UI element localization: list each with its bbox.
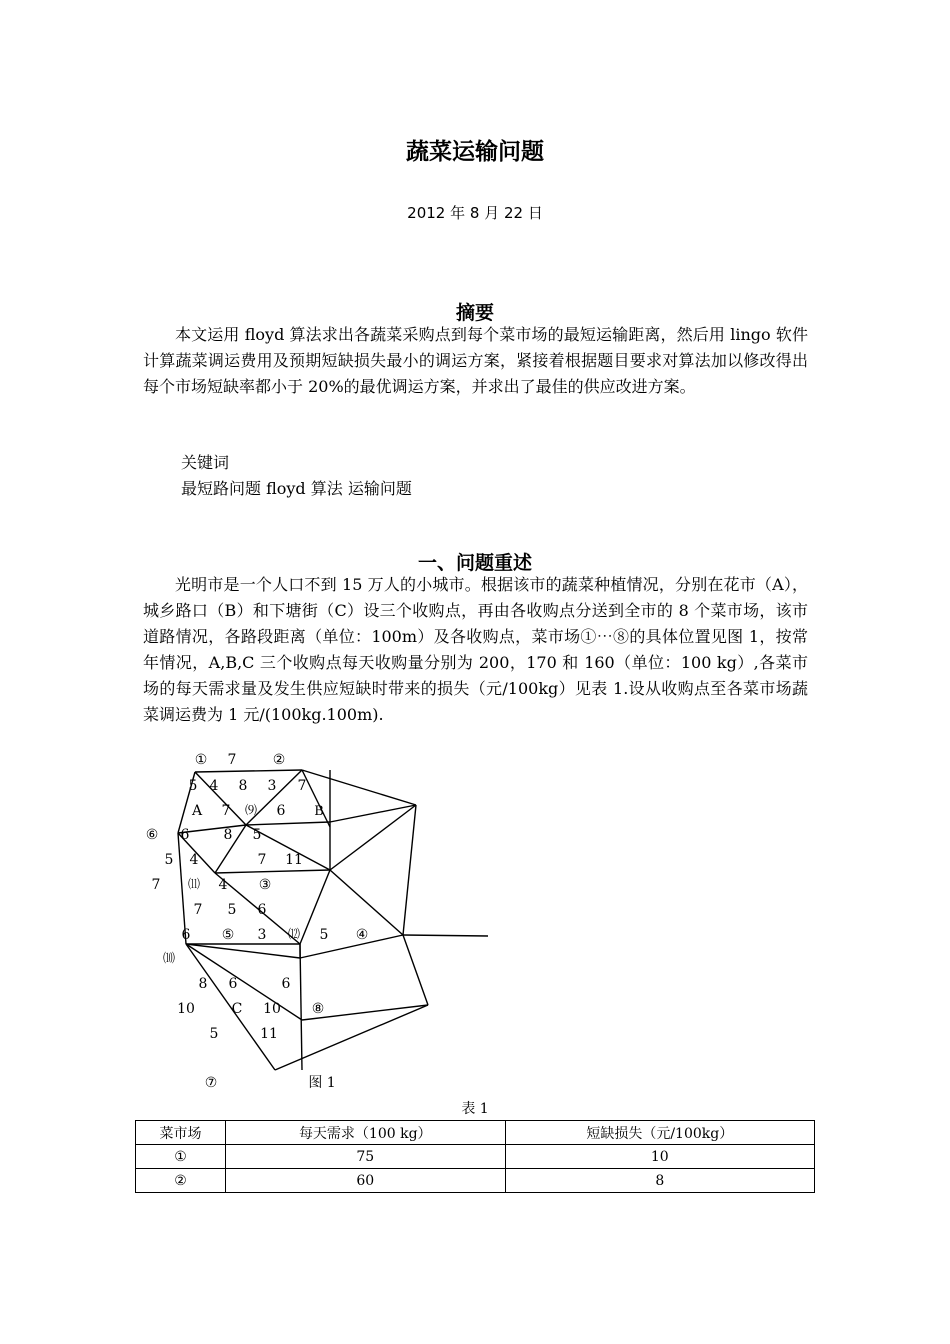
figure-label: B bbox=[314, 804, 324, 819]
figure-label: 11 bbox=[260, 1026, 278, 1042]
figure-label: 3 bbox=[267, 778, 277, 794]
figure-label: 10 bbox=[263, 1001, 281, 1017]
figure-label: 5 bbox=[252, 827, 262, 843]
figure-label: 5 bbox=[227, 902, 237, 918]
figure-label: ⑼ bbox=[244, 803, 258, 817]
figure-label: ⑾ bbox=[187, 877, 201, 891]
road-edge bbox=[403, 805, 416, 935]
road-edge bbox=[186, 944, 275, 1070]
document-date: 2012 年 8 月 22 日 bbox=[407, 204, 543, 222]
figure-label: 7 bbox=[297, 778, 307, 794]
table-header-cell: 短缺损失（元/100kg） bbox=[505, 1121, 814, 1145]
figure-label: 5 bbox=[164, 852, 174, 868]
road-edge bbox=[215, 870, 330, 873]
table-cell: 8 bbox=[505, 1169, 814, 1193]
road-edge bbox=[215, 873, 300, 944]
figure-label: ⑽ bbox=[162, 951, 176, 965]
road-edge bbox=[330, 870, 403, 935]
figure-label: ⑧ bbox=[311, 1001, 325, 1017]
table-cell: ② bbox=[136, 1169, 226, 1193]
keywords-text: 最短路问题 floyd 算法 运输问题 bbox=[181, 479, 412, 498]
figure-label: ⑥ bbox=[145, 827, 159, 843]
figure-label: ⑤ bbox=[221, 927, 235, 943]
figure-label: 5 bbox=[209, 1026, 219, 1042]
road-edge bbox=[302, 770, 330, 827]
table-cell: 60 bbox=[225, 1169, 505, 1193]
figure-label: 11 bbox=[285, 852, 303, 868]
road-edge bbox=[246, 770, 302, 825]
road-edge bbox=[186, 944, 302, 1020]
demand-loss-table bbox=[135, 1120, 815, 1193]
table-header-cell: 每天需求（100 kg） bbox=[225, 1121, 505, 1145]
road-edge bbox=[195, 770, 302, 772]
figure-label: 8 bbox=[198, 976, 208, 992]
figure-label: 3 bbox=[257, 927, 267, 943]
figure-caption: 图 1 bbox=[308, 1075, 336, 1091]
figure-label: ⑿ bbox=[287, 927, 301, 941]
road-edge bbox=[178, 833, 186, 944]
road-edge bbox=[300, 944, 302, 1070]
figure-label: 4 bbox=[209, 778, 219, 794]
road-edge bbox=[215, 825, 246, 873]
road-edge bbox=[246, 822, 330, 825]
figure-label: 4 bbox=[189, 852, 199, 868]
table-header-cell: 菜市场 bbox=[136, 1121, 226, 1145]
road-edges bbox=[178, 770, 488, 1070]
table-caption: 表 1 bbox=[461, 1101, 489, 1117]
road-edge bbox=[302, 770, 416, 805]
figure-label: 10 bbox=[177, 1001, 195, 1017]
figure-label: 8 bbox=[223, 827, 233, 843]
table-cell: ① bbox=[136, 1145, 226, 1169]
figure-label: ⑦ bbox=[204, 1075, 218, 1091]
figure-label: ② bbox=[272, 752, 286, 768]
figure-label: 7 bbox=[151, 877, 161, 893]
figure-label: 7 bbox=[221, 803, 231, 819]
abstract-heading: 摘要 bbox=[455, 302, 494, 324]
figure-label: 6 bbox=[181, 927, 191, 943]
road-edge bbox=[178, 772, 195, 833]
figure-label: 7 bbox=[257, 852, 267, 868]
table-row bbox=[136, 1145, 815, 1169]
figure-label: ④ bbox=[355, 927, 369, 943]
table-header-row bbox=[136, 1121, 815, 1145]
figure-label: 7 bbox=[193, 902, 203, 918]
table-cell: 10 bbox=[505, 1145, 814, 1169]
figure-label: 6 bbox=[180, 827, 190, 843]
figure-label: 6 bbox=[257, 902, 267, 918]
road-edge bbox=[330, 805, 416, 870]
road-edge bbox=[330, 805, 416, 822]
road-edge bbox=[403, 935, 488, 936]
road-edge bbox=[195, 772, 246, 825]
road-edge bbox=[300, 935, 403, 958]
figure-label: 4 bbox=[218, 877, 228, 893]
figure-label: 5 bbox=[188, 778, 198, 794]
abstract-text: 本文运用 floyd 算法求出各蔬菜采购点到每个菜市场的最短运输距离，然后用 lingo 软件计算蔬菜调运费用及预期短缺损失最小的调运方案，紧接着根据题目要求对算法加以修改得出每个市场短缺率都小于 20%的最优调运方案，并求出了最佳的供应改进方案。 bbox=[143, 325, 808, 396]
figure-label: A bbox=[191, 803, 203, 819]
figure-label: 6 bbox=[281, 976, 291, 992]
figure-label: 5 bbox=[319, 927, 329, 943]
road-edge bbox=[302, 1005, 428, 1020]
figure-label: 6 bbox=[228, 976, 238, 992]
figure-label: ① bbox=[194, 752, 208, 768]
keywords-label: 关键词 bbox=[181, 453, 230, 472]
table-row bbox=[136, 1169, 815, 1193]
document-title: 蔬菜运输问题 bbox=[406, 139, 544, 165]
section1-heading: 一、问题重述 bbox=[417, 552, 532, 574]
road-edge bbox=[246, 825, 330, 870]
figure-label: ③ bbox=[258, 877, 272, 893]
road-edge bbox=[186, 944, 300, 958]
table-cell: 75 bbox=[225, 1145, 505, 1169]
road-edge bbox=[275, 1005, 428, 1070]
road-edge bbox=[178, 825, 246, 833]
figure-label: 8 bbox=[238, 778, 248, 794]
figure-label: 6 bbox=[276, 803, 286, 819]
road-edge bbox=[403, 935, 428, 1005]
figure-label: 7 bbox=[227, 752, 237, 768]
road-edge bbox=[300, 870, 330, 944]
road-edge bbox=[178, 833, 215, 873]
section1-text: 光明市是一个人口不到 15 万人的小城市。根据该市的蔬菜种植情况，分别在花市（A），城乡路口（B）和下塘街（C）设三个收购点，再由各收购点分送到全市的 8 个菜市场，该市道路情况，各路段距离（单位：100m）及各收购点，菜市场①⋯⑧的具体位置见图 1，按常年情况，A,B,C 三个收购点每天收购量分别为 200，170 和 160（单位：100 kg）,各菜市场的每天需求量及发生供应短缺时带来的损失（元/100kg）见表 1.设从收购点至各菜市场蔬菜调运费为 1 元/(100kg.100m). bbox=[143, 575, 808, 724]
figure-label: C bbox=[231, 1001, 243, 1017]
